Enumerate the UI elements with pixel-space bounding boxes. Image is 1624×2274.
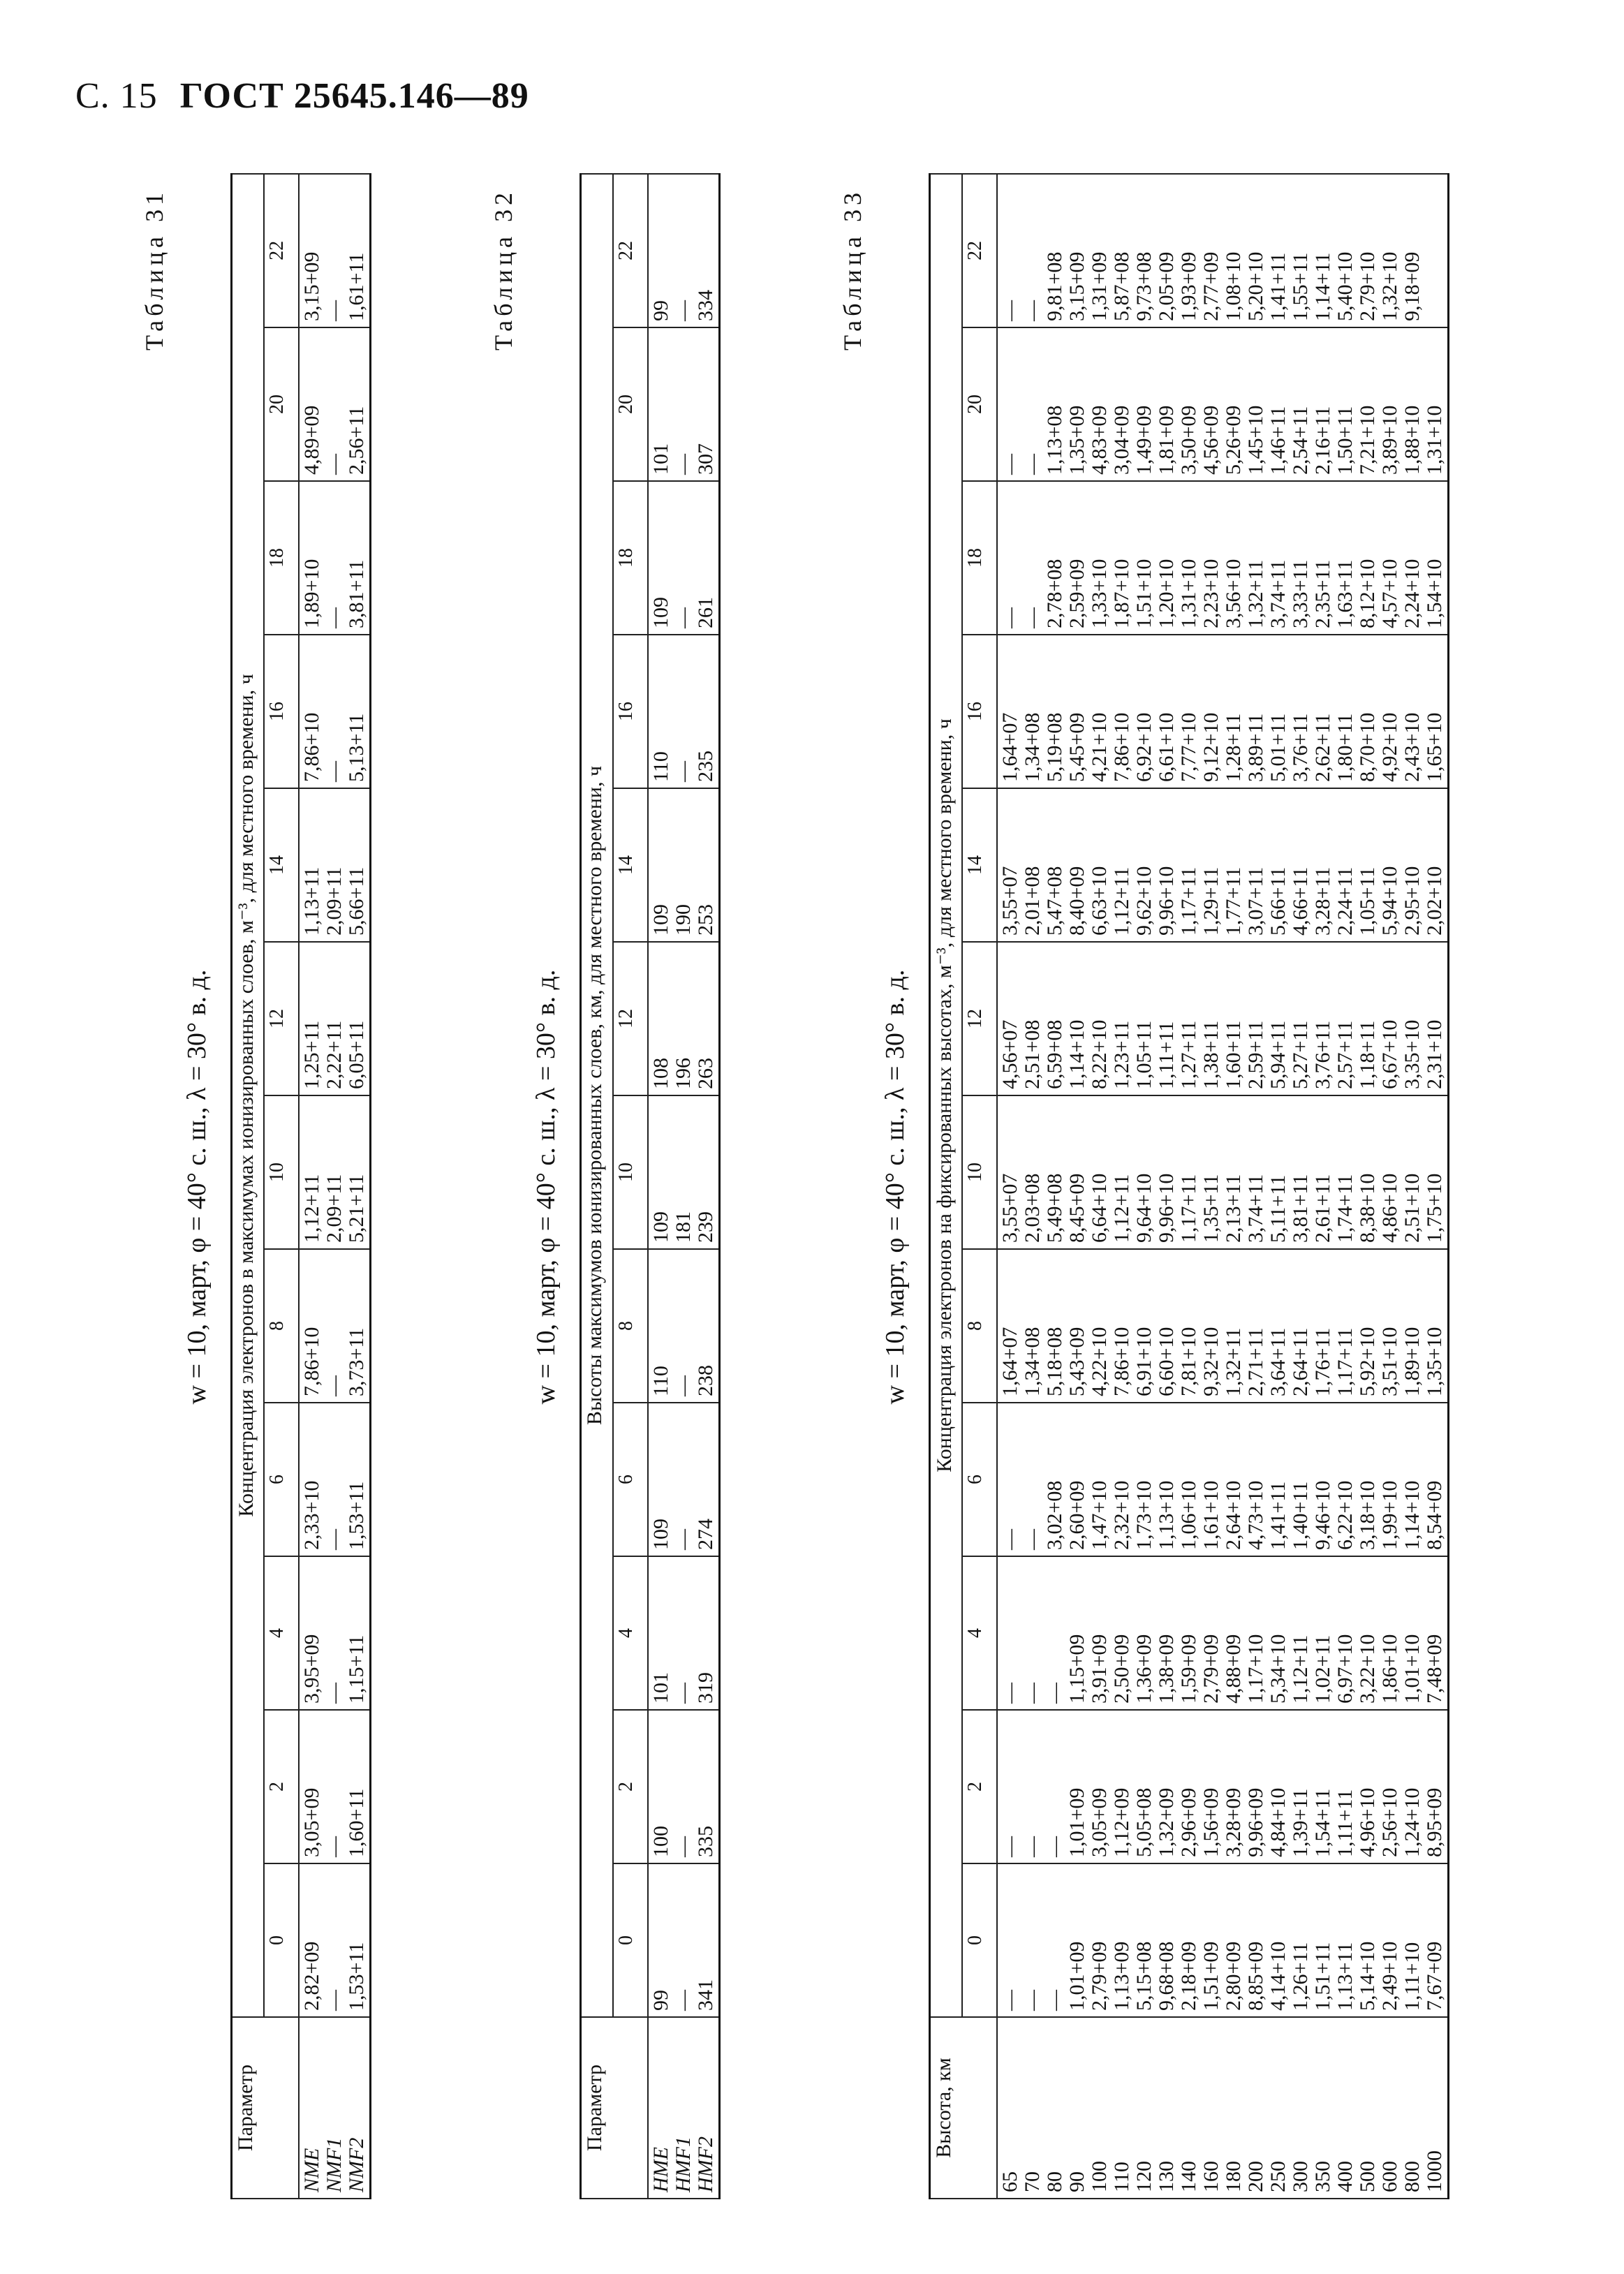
param-names: HME HMF1 HMF2 [648, 2017, 720, 2199]
table-cell: 1,13+11 2,09+11 5,66+11 [299, 788, 371, 942]
page-number: С. 15 [75, 76, 158, 116]
time-header: 0 [962, 1863, 997, 2017]
table-cell: 1,89+10 — 3,81+11 [299, 481, 371, 635]
table-cell: 99 — 334 [648, 174, 720, 327]
time-header: 14 [613, 788, 648, 942]
time-header: 4 [613, 1556, 648, 1710]
time-header: 2 [962, 1710, 997, 1863]
time-header: 16 [264, 635, 299, 788]
table-cell: 109 181 239 [648, 1095, 720, 1249]
param-header: Параметр [581, 2017, 649, 2199]
time-header: 18 [264, 481, 299, 635]
rotated-tables-area [126, 175, 1536, 2199]
time-header: 8 [613, 1249, 648, 1403]
time-header: 0 [613, 1863, 648, 2017]
table-row [299, 174, 371, 2199]
time-header: 8 [264, 1249, 299, 1403]
table-cell: 3,95+09 — 1,15+11 [299, 1556, 371, 1710]
table-32-subtitle: Высоты максимумов ионизированных слоев, км, для местного времени, ч [581, 174, 614, 2017]
time-header: 2 [264, 1710, 299, 1863]
table-33-caption: w = 10, март, φ = 40° с. ш., λ = 30° в. д. [880, 969, 910, 1405]
table-cell: 101 — 307 [648, 327, 720, 481]
time-header: 20 [264, 327, 299, 481]
time-header: 14 [264, 788, 299, 942]
time-header: 4 [264, 1556, 299, 1710]
time-header: 16 [962, 635, 997, 788]
time-header: 22 [962, 174, 997, 327]
table-cell: 1,12+11 2,09+11 5,21+11 [299, 1095, 371, 1249]
table-cell: 3,55+07 2,03+08 5,49+08 8,45+09 6,64+10 1,12+11 9,64+10 9,96+10 1,17+11 1,35+11 2,13+11 3,74+11 5,11+11 3,81+11 2,61+11 1,74+11 8,38+10 4,86+10 2,51+10 1,75+10 [997, 1095, 1449, 1249]
table-cell: 1,64+07 1,34+08 5,19+08 5,45+09 4,21+10 7,86+10 6,92+10 6,61+10 7,77+10 9,12+10 1,28+11 3,89+11 5,01+11 3,76+11 2,62+11 1,80+11 8,70+10 4,92+10 2,43+10 1,65+10 [997, 635, 1449, 788]
time-header: 6 [264, 1403, 299, 1556]
table-cell: 110 — 238 [648, 1249, 720, 1403]
time-header: 12 [962, 942, 997, 1095]
table-33 [929, 173, 1449, 2199]
time-header: 0 [264, 1863, 299, 2017]
table-cell: 4,56+07 2,51+08 6,59+08 1,14+10 8,22+10 1,23+11 1,05+11 1,11+11 1,27+11 1,38+11 1,60+11 2,59+11 5,94+11 5,27+11 3,76+11 2,57+11 1,18+11 6,67+10 3,35+10 2,31+10 [997, 942, 1449, 1095]
table-cell: — — — 1,15+09 3,91+09 2,50+09 1,36+09 1,38+09 1,59+09 2,79+09 4,88+09 1,17+10 5,34+10 1,12+11 1,02+11 6,97+10 3,22+10 1,86+10 1,01+10 7,48+09 [997, 1556, 1449, 1710]
table-cell: 3,15+09 — 1,61+11 [299, 174, 371, 327]
table-cell: 3,05+09 — 1,60+11 [299, 1710, 371, 1863]
table-32 [580, 173, 721, 2199]
table-cell: 2,82+09 — 1,53+11 [299, 1863, 371, 2017]
table-cell: — — 9,81+08 3,15+09 1,31+09 5,87+08 9,73+08 2,05+09 1,93+09 2,77+09 1,08+10 5,20+10 1,41+11 1,55+11 1,14+11 5,40+10 2,79+10 1,32+10 9,18+09 [997, 174, 1449, 327]
time-header: 20 [962, 327, 997, 481]
table-cell: 2,33+10 — 1,53+11 [299, 1403, 371, 1556]
time-header: 22 [613, 174, 648, 327]
table-cell: 108 196 263 [648, 942, 720, 1095]
time-header: 20 [613, 327, 648, 481]
table-cell: — — 1,13+08 1,35+09 4,83+09 3,04+09 1,49+09 1,81+09 3,50+09 4,56+09 5,26+09 1,45+10 1,46+11 2,54+11 2,16+11 1,50+11 7,21+10 3,89+10 1,88+10 1,31+10 [997, 327, 1449, 481]
table-cell: 7,86+10 — 3,73+11 [299, 1249, 371, 1403]
table-31-subtitle: Концентрация электронов в максимумах ионизированных слоев, м⁻³, для местного времени, ч [232, 174, 265, 2017]
table-cell: — — 2,78+08 2,59+09 1,33+10 1,87+10 1,51+10 1,20+10 1,31+10 2,23+10 3,56+10 1,32+11 3,74+11 3,33+11 2,35+11 1,63+11 8,12+10 4,57+10 2,24+10 1,54+10 [997, 481, 1449, 635]
time-header: 2 [613, 1710, 648, 1863]
table-33-subtitle: Концентрация электронов на фиксированных высотах, м⁻³, для местного времени, ч [930, 174, 963, 2017]
table-33-label: Таблица 33 [839, 189, 866, 350]
time-header: 22 [264, 174, 299, 327]
time-header: 10 [264, 1095, 299, 1249]
table-row [997, 174, 1449, 2199]
table-cell: 100 — 335 [648, 1710, 720, 1863]
table-cell: — — — 1,01+09 3,05+09 1,12+09 5,05+08 1,32+09 2,96+09 1,56+09 3,28+09 9,96+09 4,84+10 1,39+11 1,54+11 1,11+11 4,96+10 2,56+10 1,24+10 8,95+09 [997, 1710, 1449, 1863]
page-header [75, 75, 529, 117]
table-cell: 99 — 341 [648, 1863, 720, 2017]
table-32-label: Таблица 32 [489, 189, 517, 350]
height-values: 65 70 80 90 100 110 120 130 140 160 180 200 250 300 350 400 500 600 800 1000 [997, 2017, 1449, 2199]
table-cell: 1,25+11 2,22+11 6,05+11 [299, 942, 371, 1095]
table-cell: 110 — 235 [648, 635, 720, 788]
time-header: 18 [962, 481, 997, 635]
time-header: 10 [962, 1095, 997, 1249]
table-row [648, 174, 720, 2199]
table-cell: — — 3,02+08 2,60+09 1,47+10 2,32+10 1,73+10 1,13+10 1,06+10 1,61+10 2,64+10 4,73+10 1,41+11 1,40+11 9,46+10 6,22+10 3,18+10 1,99+10 1,14+10 8,54+09 [997, 1403, 1449, 1556]
time-header: 6 [962, 1403, 997, 1556]
time-header: 10 [613, 1095, 648, 1249]
table-cell: 101 — 319 [648, 1556, 720, 1710]
table-cell: 109 — 274 [648, 1403, 720, 1556]
table-31-caption: w = 10, март, φ = 40° с. ш., λ = 30° в. д. [182, 969, 212, 1405]
table-32-caption: w = 10, март, φ = 40° с. ш., λ = 30° в. д. [531, 969, 561, 1405]
time-header: 12 [264, 942, 299, 1095]
standard-code: ГОСТ 25645.146—89 [179, 76, 529, 116]
table-cell: 109 190 253 [648, 788, 720, 942]
time-header: 6 [613, 1403, 648, 1556]
param-header: Параметр [232, 2017, 300, 2199]
table-cell: — — — 1,01+09 2,79+09 1,13+09 5,15+08 9,68+08 2,18+09 1,51+09 2,80+09 8,85+09 4,14+10 1,26+11 1,51+11 1,13+11 5,14+10 2,49+10 1,11+10 7,67+09 [997, 1863, 1449, 2017]
table-cell: 4,89+09 — 2,56+11 [299, 327, 371, 481]
time-header: 8 [962, 1249, 997, 1403]
table-cell: 1,64+07 1,34+08 5,18+08 5,43+09 4,22+10 7,86+10 6,91+10 6,60+10 7,81+10 9,32+10 1,32+11 2,71+11 3,64+11 2,64+11 1,76+11 1,17+11 5,92+10 3,51+10 1,89+10 1,35+10 [997, 1249, 1449, 1403]
table-cell: 7,86+10 — 5,13+11 [299, 635, 371, 788]
time-header: 12 [613, 942, 648, 1095]
table-cell: 3,55+07 2,01+08 5,47+08 8,40+09 6,63+10 1,12+11 9,62+10 9,96+10 1,17+11 1,29+11 1,77+11 3,07+11 5,66+11 4,66+11 3,28+11 2,24+11 1,05+11 5,94+10 2,95+10 2,02+10 [997, 788, 1449, 942]
time-header: 16 [613, 635, 648, 788]
param-names: NME NMF1 NMF2 [299, 2017, 371, 2199]
height-header: Высота, км [930, 2017, 998, 2199]
time-header: 14 [962, 788, 997, 942]
time-header: 18 [613, 481, 648, 635]
table-31 [230, 173, 371, 2199]
time-header: 4 [962, 1556, 997, 1710]
table-31-label: Таблица 31 [140, 189, 168, 350]
table-cell: 109 — 261 [648, 481, 720, 635]
